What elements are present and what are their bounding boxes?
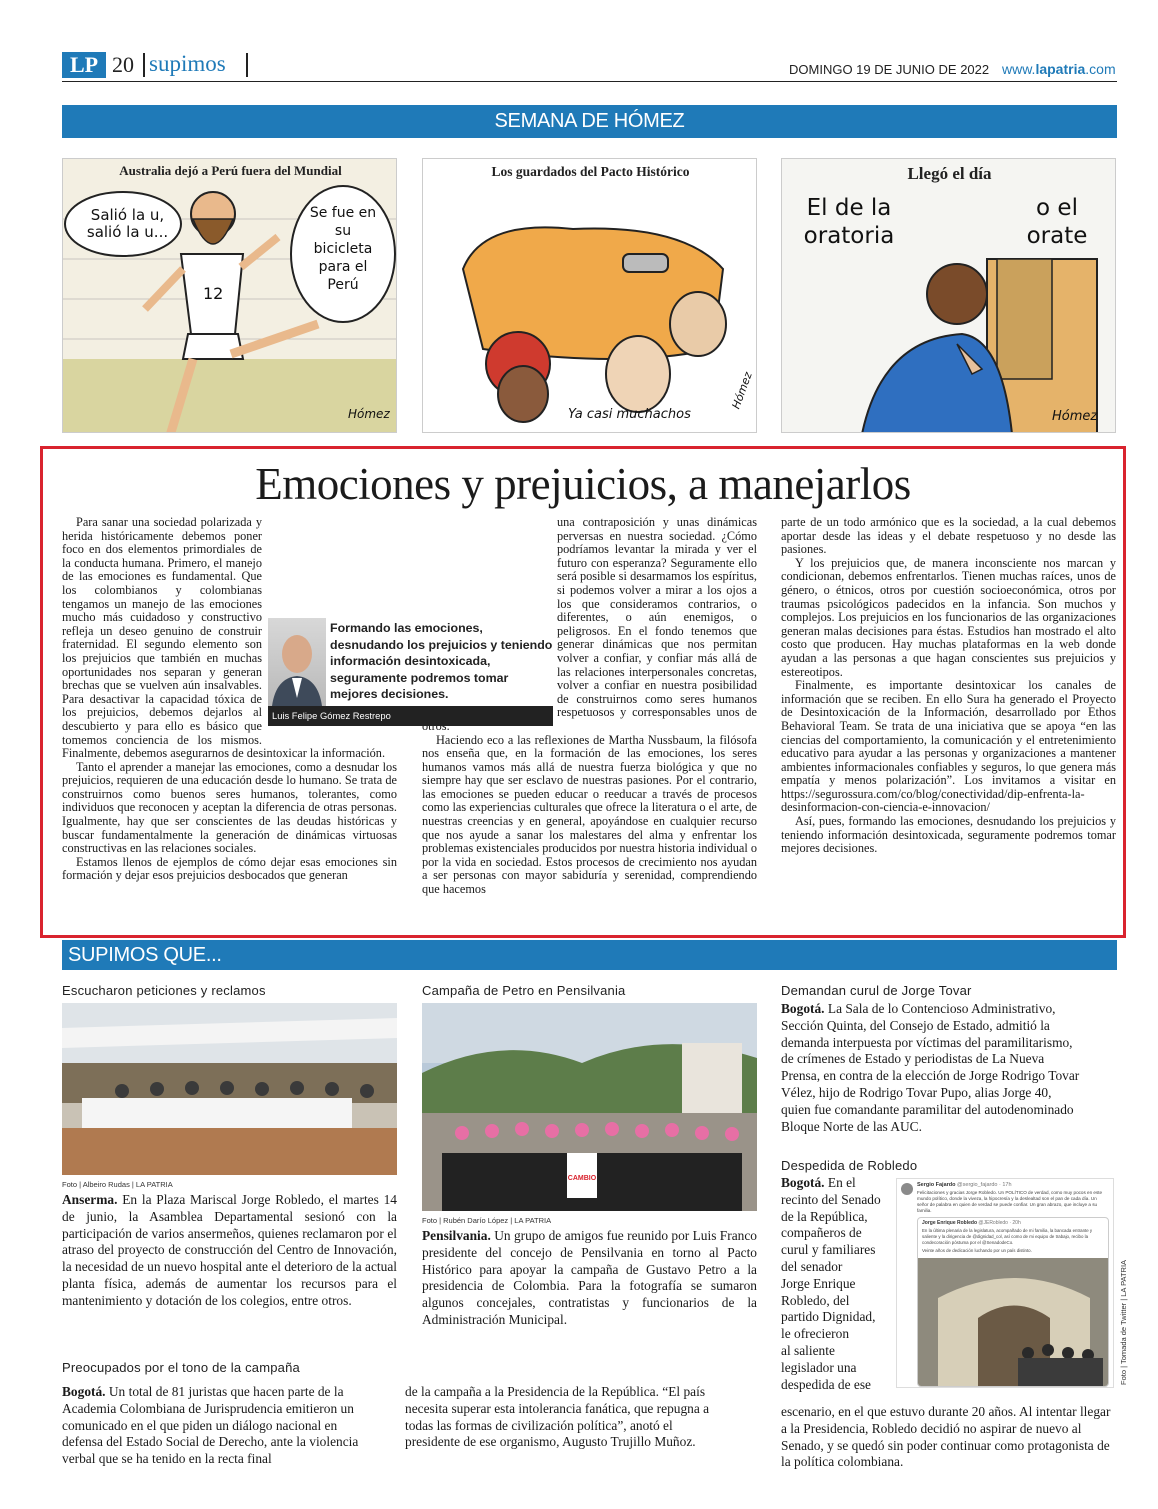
- quoted-text-2: Veinte años de dedicación luchando por un país distinto.: [922, 1248, 1032, 1253]
- author-silhouette: [268, 618, 326, 706]
- avatar: [901, 1183, 913, 1195]
- news-4-line: le ofrecieron: [781, 1326, 850, 1342]
- cartoon-llego: [781, 158, 1116, 433]
- site-suffix: .com: [1085, 61, 1116, 77]
- news-1-photo-credit: Foto | Albeiro Rudas | LA PATRIA: [62, 1180, 173, 1189]
- news-2-body-block: [422, 1228, 757, 1329]
- news-4-line: al saliente: [781, 1342, 835, 1358]
- news-3-body-block: [781, 1001, 1081, 1135]
- article-paragraph: Para sanar una sociedad polarizada y herida históricamente debemos poner foco en dos elementos primordiales de la conducta humana. Primero, el manejo de las emociones es fundamental. Que los colombianos y colombianas tengamos un manejo de las emociones mucho más cuidadoso y constructivo refleja un deseo genuino de construir fraternidad. El segundo elemento son los prejuicios que también en muchas oportunidades nos separan y generan brechas que se vuelven aún insalvables. Para desactivar la capacidad tóxica de los prejuicios, debemos dejarlos al descubierto y para ello es básico que tomemos conciencia de los mismos. Finalmente, debemos asegurarnos de desintoxicar la información.: [62, 515, 386, 761]
- news-2-place: Pensilvania.: [422, 1228, 491, 1243]
- page-number: 20: [112, 52, 134, 77]
- author-name-bar: [268, 706, 553, 726]
- news-3-body: La Sala de lo Contencioso Administrativo, Sección Quinta, del Consejo de Estado, admitió la demanda interpuesta por víctimas del paramilitarismo, de crímenes de Estado y periodistas de La Nueva Prensa, en contra de la elección de Jorge Rodrigo Tovar Vélez, hijo de Rodrigo Tovar Pupo, alias Jorge 40, quien fue comandante paramilitar del autodenominado Bloque Norte de las AUC.: [781, 1001, 1080, 1134]
- news-2-sign: CAMBIO: [567, 1175, 597, 1182]
- news-5-body-block: [62, 1384, 380, 1468]
- supimos-title-bar: [62, 940, 1117, 970]
- news-5-place: Bogotá.: [62, 1384, 106, 1399]
- author-name: Luis Felipe Gómez Restrepo: [272, 710, 391, 721]
- site-main: lapatria: [1035, 61, 1086, 77]
- news-4-line: compañeros de: [781, 1225, 862, 1241]
- news-1-place: Anserma.: [62, 1192, 118, 1207]
- cartoon-3-left-text: El de la oratoria: [803, 195, 895, 249]
- news-4-kicker: Despedida de Robledo: [781, 1158, 918, 1173]
- senate-photo: [918, 1258, 1109, 1387]
- article-paragraph: Así, pues, formando las emociones, desnudando los prejuicios y teniendo información desintoxicada, seguramente podremos tomar mejores decisiones.: [781, 814, 1116, 856]
- tweet-handle: @sergio_fajardo · 17h: [957, 1182, 1012, 1188]
- news-1-kicker: Escucharon peticiones y reclamos: [62, 983, 266, 998]
- news-4-line: En el: [827, 1175, 856, 1190]
- pull-quote-box: [268, 618, 553, 726]
- news-1-body-block: [62, 1192, 397, 1310]
- quoted-header: [922, 1220, 1021, 1226]
- news-4-line: de la República,: [781, 1208, 868, 1224]
- semana-title: SEMANA DE HÓMEZ: [494, 110, 685, 132]
- article-paragraph: Haciendo eco a las reflexiones de Martha Nussbaum, la filósofa nos enseña que, en la formación de las emociones, los seres humanos vamos más allá de nuestra fuerza biológica y que no siempre hay que ser esclavo de nuestras pasiones. Por el contrario, las emociones se pueden educar o reeducar a través de procesos como las experiencias culturales que ofrece la literatura o el arte, de nuestras creencias y en general, apoyándose en cualquier recurso que nos ayude a sanar los malestares del alma y enfrentar los problemas existenciales producidos por nuestra historia individual o por la vida en sociedad. Estos procesos de crecimiento nos ayudan a ser personas con mayor sabiduría y serenidad, comprendiendo que hacemos: [422, 732, 758, 897]
- cartoon-1-title: Australia dejó a Perú fuera del Mundial: [119, 163, 342, 178]
- news-4-line: Jorge Enrique: [781, 1275, 856, 1291]
- news-4-line: curul y familiares: [781, 1242, 876, 1258]
- divider: [246, 53, 248, 77]
- news-1-photo: [62, 1003, 397, 1175]
- cartoon-3-signature: Hómez: [1052, 409, 1098, 424]
- tweet-user: Sergio Fajardo: [917, 1182, 956, 1188]
- article-paragraph: una contraposición y unas dinámicas perversas en nuestra sociedad. ¿Cómo podríamos levantar la mirada y ver el futuro con esperanza? Seguramente ello será posible si desarmamos los espíritus, si podemos volver a mirar a los ojos a los que consideramos contrarios, o diferentes, o aún enemigos, o peligrosos. En el fondo tenemos que generar dinámicas que nos permitan volver a confiar, y confiar más allá de las relaciones interpersonales concretas, volver a confiar en nuestra posibilidad de construirnos como seres humanos respetuosos y corresponsables unos de: [557, 515, 757, 720]
- cartoon-1-signature: Hómez: [348, 407, 390, 421]
- news-3-place: Bogotá.: [781, 1001, 825, 1016]
- article-column-3: [781, 516, 1116, 916]
- cartoon-1-drawing: [63, 159, 397, 433]
- news-4-photo-credit: Foto | Tomada de Twitter | LA PATRIA: [1119, 1259, 1128, 1385]
- site-prefix: www.: [1002, 61, 1036, 77]
- news-3-kicker: Demandan curul de Jorge Tovar: [781, 983, 972, 998]
- news-2-photo-credit: Foto | Rubén Darío López | LA PATRIA: [422, 1216, 552, 1225]
- news-5-kicker: Preocupados por el tono de la campaña: [62, 1360, 300, 1375]
- cartoon-2-drawing: [423, 159, 757, 433]
- news-4-line: legislador una: [781, 1359, 857, 1375]
- semana-title-bar: [62, 105, 1117, 138]
- quoted-text: En la última plenaria de la legislatura, acompañado de mi familia, la bancada entrante y saliente y la dirigencia de @dignidad_col, así como de mi equipo de trabajo, recibo la condecoración póstuma por el @SenadodeCo.: [922, 1228, 1093, 1245]
- quoted-user: Jorge Enrique Robledo: [922, 1220, 978, 1226]
- cartoon-2-signature: Hómez: [729, 370, 755, 411]
- issue-date: DOMINGO 19 DE JUNIO DE 2022: [789, 62, 990, 77]
- news-2-body: Un grupo de amigos fue reunido por Luis Franco presidente del concejo de Pensilvania en torno al Pacto Histórico para apoyar la campaña de Gustavo Petro a la presidencia de Colombia. Para la fotografía se sumaron algunos concejales, contratistas y funcionarios de la Administración Municipal.: [422, 1228, 757, 1327]
- news-2-kicker: Campaña de Petro en Pensilvania: [422, 983, 626, 998]
- cartoon-1-bubble-left: Salió la u, salió la u...: [86, 206, 169, 241]
- quoted-handle: @JERobledo · 20h: [978, 1220, 1021, 1226]
- news-4-line: despedida de ese: [781, 1376, 871, 1392]
- news-4-line: Robledo, del: [781, 1292, 850, 1308]
- article-paragraph: Finalmente, es importante desintoxicar los canales de información que se reciben. En ello Sura ha generado el Proyecto de Desintoxicación de la Información, desarrollado por Ethos Behavioral Team. Se trata de una iniciativa que se apoya “en las ciencias del comportamiento, la comunicación y el entretenimiento educativo para ayudar a las personas y organizaciones a mantener ambientes informacionales confiables y seguros, lo que genera más empatía y menos polarización”. Los invitamos a visitar en https://segurossura.com/co/blog/conectividad/dip-enfrenta-la-desinformacion-con-ciencia-e-innovacion/: [781, 678, 1116, 815]
- tweet-screenshot: [896, 1178, 1114, 1388]
- cartoon-pacto: [422, 158, 757, 433]
- lp-logo: LP: [62, 52, 106, 78]
- article-paragraph: Estamos llenos de ejemplos de cómo dejar esas emociones sin formación y dejar esos prejuicios desbocados que generan: [62, 854, 397, 883]
- news-4-place: Bogotá.: [781, 1175, 825, 1190]
- article-paragraph: Y los prejuicios que, de manera inconsciente nos marcan y condicionan, debemos enfrentarlos. Tienen muchas raíces, unos de género, o étnicos, otros por cuestión socioeconómica, otros por traumas psicológicos padecidos en la infancia. Son muchos y complejos. Los prejuicios en los funcionarios de las organizaciones generan malas decisiones para éstas. Estudios han mostrado el alto costo que producen. Hay muchas plataformas en la web donde ayudan a las personas a que hagan conscientes sus prejuicios y estereotipos.: [781, 555, 1116, 679]
- news-5-body-1: Un total de 81 juristas que hacen parte de la Academia Colombiana de Jurisprudencia emitieron un comunicado en el que piden un diálogo nacional en defensa del Estado Social de Derecho, ante la violencia verbal que se ha tenido en la recta final: [62, 1384, 359, 1467]
- supimos-title: SUPIMOS QUE...: [68, 944, 222, 966]
- cartoon-2-title: Los guardados del Pacto Histórico: [491, 164, 690, 179]
- cartoon-3-title: Llegó el día: [907, 164, 992, 183]
- cartoon-2-caption: Ya casi muchachos: [568, 407, 691, 422]
- website-link[interactable]: [1002, 61, 1116, 77]
- news-4-line: recinto del Senado: [781, 1191, 881, 1207]
- article-paragraph: parte de un todo armónico que es la sociedad, a la cual debemos aportar desde las ideas y el debate respetuoso y no desde las pasiones.: [781, 515, 1116, 557]
- cartoon-1-bubble-right: Se fue en su bicicleta para el Perú: [309, 205, 377, 293]
- article-title: Emociones y prejuicios, a manejarlos: [255, 459, 911, 509]
- news-5-body-2: de la campaña a la Presidencia de la República. “El país necesita superar esta intolerancia fanática, que repugna a todas las formas de civilización política”, anotó el presidente de ese organismo, Augusto Trujillo Muñoz.: [405, 1384, 710, 1450]
- cartoon-3-right-text: o el orate: [1026, 195, 1088, 249]
- masthead: [62, 50, 1117, 82]
- news-4-body-rest: escenario, en el que estuvo durante 20 años. Al intentar llegar a la Presidencia, Robledo decidió no aspirar de nuevo al Senado, y se quedó sin poder continuar como protagonista de la política colombiana.: [781, 1404, 1111, 1470]
- news-1-body: En la Plaza Mariscal Jorge Robledo, el martes 14 de junio, la Asamblea Departamental sesionó con la participación de varios ansermeños, quienes reclamaron por el atraso del proyecto de construcción del Centro de Innovación, la necesidad de un nuevo hospital ante el deterioro de la actual planta física, además de aumentar los recursos para el mantenimiento y dotación de los colegios, entre otros.: [62, 1192, 398, 1308]
- cartoon-australia: [62, 158, 397, 433]
- section-name: supimos: [149, 51, 226, 76]
- news-4-body-lines: [781, 1175, 911, 1393]
- article-paragraph: Tanto el aprender a manejar las emociones, como a desnudar los prejuicios, requieren de una educación desde lo humano. Se trata de construirnos como buenos seres humanos, tolerantes, como individuos que reconocen y aceptan la diferencia de otras personas. Igualmente, hay que ser conscientes de las deudas históricas y buscar fundamentalmente la generación de dinámicas virtuosas constructivas en las relaciones sociales.: [62, 759, 397, 856]
- divider: [143, 53, 145, 77]
- author-photo: [268, 618, 326, 706]
- quoted-tweet: [917, 1217, 1109, 1387]
- tweet-header: [917, 1182, 1012, 1188]
- tweet-text: Felicitaciones y gracias Jorge Robledo. Un POLÍTICO de verdad, como muy pocos en este mundo político, donde la viveza, la hipocresía y la deslealtad son el pan de cada día. Un señor de palabra en quien de verdad se puede confiar. Un gran abrazo, que incluye a su familia.: [917, 1190, 1103, 1213]
- news-1-photo-drawing: [62, 1003, 397, 1175]
- news-2-photo: [422, 1003, 757, 1211]
- cartoon-1-jersey: 12: [203, 284, 224, 303]
- pull-quote-text: Formando las emociones, desnudando los prejuicios y teniendo información desintoxicada, seguramente podremos tomar mejores decisiones.: [330, 621, 553, 702]
- news-4-line: partido Dignidad,: [781, 1309, 876, 1325]
- news-4-line: del senador: [781, 1258, 843, 1274]
